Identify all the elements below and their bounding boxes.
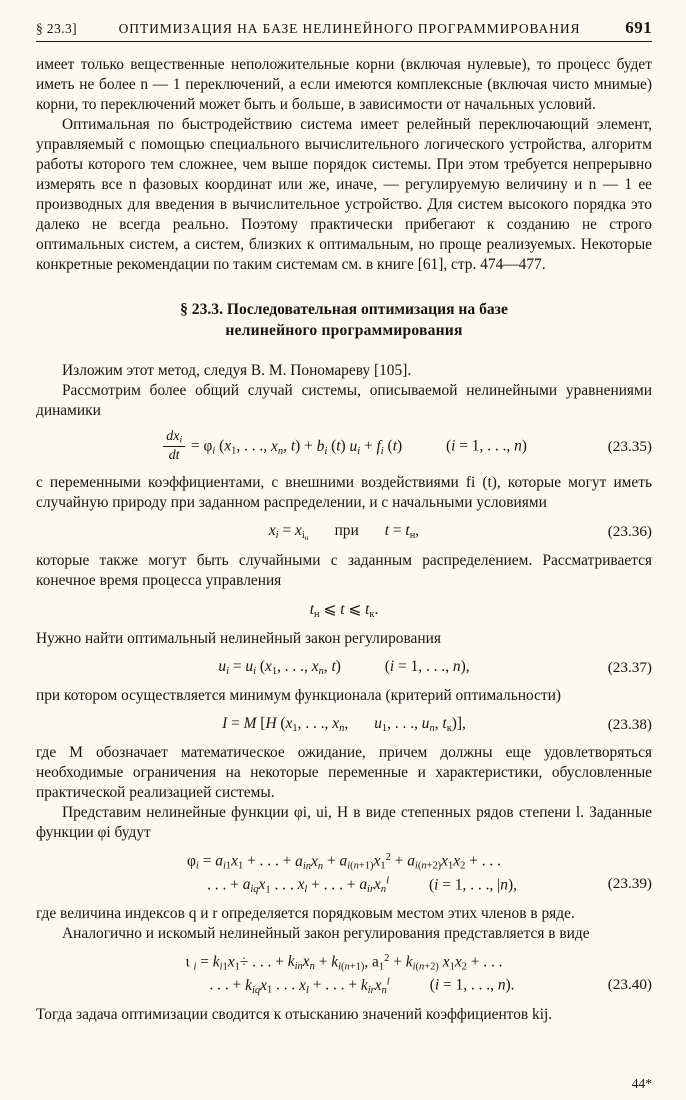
page-signature: 44* (631, 1076, 652, 1091)
equation-time-interval-expression: $t_н$ ⩽ t ⩽ $t_к$. (309, 601, 379, 621)
equation-23-38-tag: (23.38) (607, 715, 652, 733)
paragraph-1: имеет только вещественные неположительные корни (включая нулевые), то процесс будет иметь не более n — 1 переключений, а если имеются комплексные (включая чисто мнимые) корни, то переключений может быть и больше, в зависимости от начальных условий. (36, 56, 652, 114)
page-number: 691 (625, 18, 652, 37)
paragraph-11: где величина индексов q и r определяется порядковым местом этих членов в ряде. (36, 904, 575, 922)
equation-23-35-tag: (23.35) (607, 438, 652, 456)
paragraph-7: Нужно найти оптимальный нелинейный закон регулирования (36, 630, 441, 648)
equation-23-38 (36, 715, 652, 734)
paragraph-5: с переменными коэффициентами, с внешними воздействиями fi (t), которые могут иметь случайную природу при заданном распределении, и с начальными условиями (36, 474, 652, 512)
equation-23-40-expression: ι $_i = k_{i1}x_1\div$ . . . + $k_{in}x_n + k_{i(n+1)}$, $а_1^2 + k_{i(n+2)}$ $x_1x_2$ + . . . . . . + $k_{iq}x_1$ . . . $x_l$ + . . . + $k_{ir}x_n^l$ (i = 1, . . ., n). (185, 953, 515, 996)
header-rule (36, 41, 652, 42)
section-heading-line-1: § 23.3. Последовательная оптимизация на базе (180, 301, 508, 319)
section-heading-line-2: нелинейного программирования (225, 322, 463, 340)
equation-23-35-expression: $\frac{dx_i}{dt}$ = $\varphi_i$ ($x_1$, . . ., $x_n$, $t) + b_i$ (t) $u_i + f_i$ (t) (i = 1, . . ., n) (161, 430, 527, 464)
paragraph-12: Аналогично и искомый нелинейный закон регулирования представляется в виде (62, 924, 590, 942)
equation-time-interval (36, 600, 652, 620)
equation-23-40 (36, 953, 652, 996)
equation-23-40-tag: (23.40) (607, 975, 652, 993)
paragraph-13: Тогда задача оптимизации сводится к отысканию значений коэффициентов kij. (36, 1005, 553, 1023)
paragraph-2: Оптимальная по быстродействию система имеет релейный переключающий элемент, управляемый с помощью специального вычислительного логического устройства, алгоритм работы которого тем сложнее, чем выше порядок системы. При этом требуется непрерывно измерять все n фазовых координат или же, иначе, — регулируемую величину и n — 1 ее производных для введения в вычислительное устройство. Для систем высокого порядка это далеко не всегда реально. Поэтому практически прибегают к созданию не строго оптимальных систем, а систем, близких к оптимальным, но проще реализуемых. Некоторые конкретные рекомендации по таким системам см. в книге [61], стр. 474—477. (36, 116, 652, 274)
equation-23-36 (36, 522, 652, 542)
section-heading (36, 299, 652, 341)
equation-23-39-expression: $\varphi_i = a_{i1}x_1$ + . . . + $a_{in}x_n + a_{i(n+1)}x_1^2 + a_{i(n+2)}x_1x_2$ + . . . . . . + $a_{iq}x_1$ . . . $x_l$ + . . . + $a_{ir}x_n^l$ (i = 1, . . ., |n), (187, 852, 517, 895)
equation-23-36-tag: (23.36) (607, 523, 652, 541)
running-head (36, 18, 652, 38)
equation-23-37-expression: $u_i = u_i$ ($x_1$, . . ., $x_n$, t) (i = 1, . . ., n), (218, 658, 470, 678)
running-head-section: § 23.3] (36, 21, 78, 36)
equation-23-39 (36, 852, 652, 895)
paragraph-9: где M обозначает математическое ожидание, причем должны еще удовлетворяться необходимые ограничения на некоторые переменные и характеристики, обусловленные практической реализацией системы. (36, 744, 652, 802)
equation-23-37 (36, 658, 652, 677)
paragraph-6: которые также могут быть случайными с заданным распределением. Рассматривается конечное время процесса управления (36, 552, 652, 590)
paragraph-4: Рассмотрим более общий случай системы, описываемой нелинейными уравнениями динамики (36, 382, 652, 420)
running-head-title: ОПТИМИЗАЦИЯ НА БАЗЕ НЕЛИНЕЙНОГО ПРОГРАММИРОВАНИЯ (118, 21, 581, 36)
paragraph-8: при котором осуществляется минимум функционала (критерий оптимальности) (36, 687, 561, 705)
paragraph-3: Изложим этот метод, следуя В. М. Пономареву [105]. (62, 362, 412, 380)
equation-23-38-expression: I = M [H ($x_1$, . . ., $x_n$, $u_1$, . . ., $u_n$, $t_к$)], (222, 715, 466, 735)
paragraph-10: Представим нелинейные функции φi, ui, H в виде степенных рядов степени l. Заданные функции φi будут (36, 804, 652, 842)
equation-23-36-expression: $x_i = x_{i_н}$ при $t = t_н$, (268, 522, 420, 543)
equation-23-39-tag: (23.39) (607, 874, 652, 892)
equation-23-37-tag: (23.37) (607, 658, 652, 676)
equation-23-35 (36, 430, 652, 464)
